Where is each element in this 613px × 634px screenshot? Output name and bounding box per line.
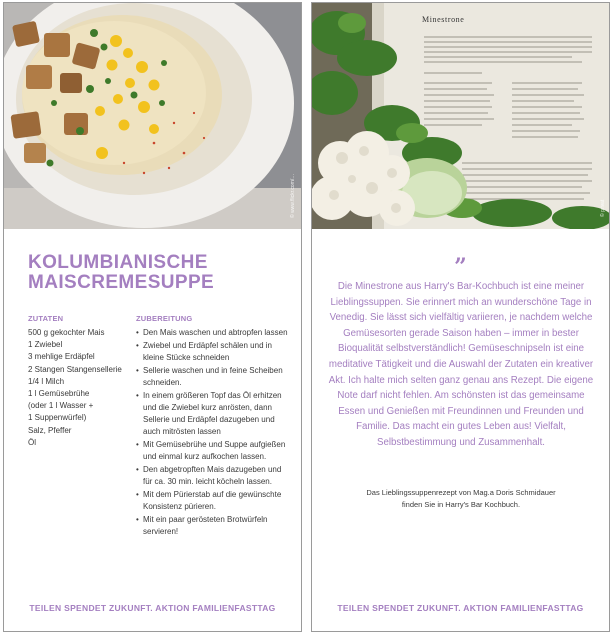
ingredients-list <box>28 327 132 449</box>
ingredient-item: (oder 1 l Wasser + <box>28 401 94 411</box>
preparation-step: • Mit Gemüsebrühe und Suppe aufgießen und einmal kurz aufkochen lassen. <box>136 439 292 463</box>
ingredient-item: 1 Suppenwürfel) <box>28 413 87 423</box>
soup-bowl-photo <box>4 3 301 229</box>
recipe-title <box>28 253 288 293</box>
preparation-heading: ZUBEREITUNG <box>136 314 193 323</box>
quote-card-minestrone <box>311 2 610 632</box>
recipe-title-line-1: KOLUMBIANISCHE <box>28 252 208 273</box>
preparation-step: • In einem größeren Topf das Öl erhitzen und die Zwiebel kurz anrösten, dann Sellerie und Erdäpfel dazugeben und auch mitrösten lassen <box>136 390 292 439</box>
recipe-source-line-2: finden Sie in Harry's Bar Kochbuch. <box>401 499 521 509</box>
ingredient-item: Salz, Pfeffer <box>28 425 72 435</box>
preparation-step: • Zwiebel und Erdäpfel schälen und in kleine Stücke schneiden <box>136 340 292 364</box>
recipe-title-line-2: MAISCREMESUPPE <box>28 272 215 293</box>
recipe-card-corn-soup <box>3 2 302 632</box>
soup-bowl-illustration <box>4 3 301 229</box>
personal-quote: Die Minestrone aus Harry's Bar-Kochbuch ist eine meiner Lieblingssuppen. Sie erinnert mich an wunderschöne Tage in Venedig. Sie lässt sich vielfältig variieren, je nachdem welche Gemüsesorten gerade Saison haben – immer in bester Bioqualität selbstverständlich! Gemüseschnipseln ist eine meditative Tätigkeit und die Auswahl der Zutaten ein kreativer Akt. Ich halte mich selten ganz genau ans Rezept. Die eigene Note darf nicht fehlen. Am schönsten ist das gemeinsame Essen und Genießen mit Freundinnen und Freunden und Familie. Das macht ein gutes Leben aus! Vielfalt, Selbstbestimmung und Zusammenhalt. <box>328 281 594 448</box>
photo-credit: © www.flickr.com/… <box>290 173 296 218</box>
ingredient-item: 1/4 l Milch <box>28 376 65 386</box>
ingredient-item: 2 Stangen Stangensellerie <box>28 364 122 374</box>
preparation-step: • Den Mais waschen und abtropfen lassen <box>136 327 292 339</box>
recipe-source-line-1: Das Lieblingssuppenrezept von Mag.a Doris Schmidauer <box>366 488 556 497</box>
cookbook-illustration <box>312 3 609 229</box>
photo-credit: © privat <box>600 199 606 217</box>
ingredients-heading: ZUTATEN <box>28 314 64 323</box>
preparation-step: • Mit ein paar gerösteten Brotwürfeln servieren! <box>136 514 292 538</box>
preparation-step: • Mit dem Pürierstab auf die gewünschte Konsistenz pürieren. <box>136 489 292 513</box>
preparation-step: • Den abgetropften Mais dazugeben und für ca. 30 min. leicht köcheln lassen. <box>136 464 292 488</box>
ingredient-item: 500 g gekochter Mais <box>28 328 105 337</box>
preparation-steps <box>136 327 292 538</box>
ingredient-item: Öl <box>28 437 36 447</box>
campaign-footer: TEILEN SPENDET ZUKUNFT. AKTION FAMILIENFASTTAG <box>29 603 276 613</box>
ingredient-item: 3 mehlige Erdäpfel <box>28 352 95 362</box>
cookbook-page-title: Minestrone <box>422 15 465 24</box>
campaign-footer: TEILEN SPENDET ZUKUNFT. AKTION FAMILIENFASTTAG <box>337 603 584 613</box>
ingredient-item: 1 Zwiebel <box>28 340 63 350</box>
preparation-step: • Sellerie waschen und in feine Scheiben schneiden. <box>136 365 292 389</box>
cookbook-vegetables-photo <box>312 3 609 229</box>
quote-mark-icon: ” <box>454 254 467 280</box>
ingredient-item: 1 l Gemüsebrühe <box>28 389 90 399</box>
recipe-source-note <box>332 487 590 510</box>
